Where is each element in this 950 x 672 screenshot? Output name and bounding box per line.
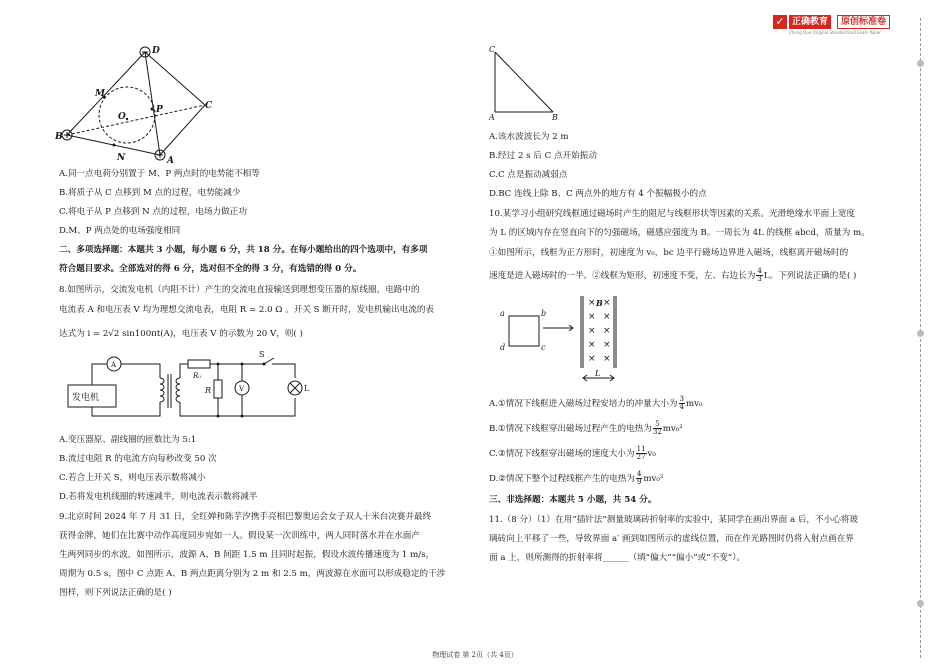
switch-label: S bbox=[259, 350, 265, 359]
binding-hole bbox=[917, 60, 924, 67]
q11-line3: 面 a 上，则所测得的折射率将______（填“偏大”“偏小”或“不变”）。 bbox=[489, 553, 746, 563]
ammeter-label: A bbox=[111, 361, 117, 369]
check-icon: ✓ bbox=[773, 15, 787, 29]
q7-option-b: B.将质子从 C 点移到 M 点的过程，电势能减少 bbox=[59, 188, 241, 198]
q10-option-b: B.①情况下线框穿出磁场过程产生的电热为 $\frac{5}{32}$ mv₀² bbox=[489, 420, 683, 436]
svg-text:×: × bbox=[588, 312, 596, 322]
label-field-b: B bbox=[596, 298, 603, 308]
q10-line4 bbox=[489, 268, 856, 283]
svg-text:×: × bbox=[603, 298, 611, 308]
transformer-circuit bbox=[60, 350, 310, 425]
q10-line4-b: L。下列说法正确的是( ) bbox=[763, 271, 857, 281]
q9-line5: 图样，则下列说法正确的是( ) bbox=[59, 588, 172, 598]
q9-line4: 周期为 0.5 s，图中 C 点距 A、B 两点距离分别为 2 m 和 2.5 m，两波源在水面可以形成稳定的干涉 bbox=[59, 569, 446, 579]
label-b: B bbox=[55, 132, 63, 142]
brand-tag: 原创标准卷 bbox=[837, 15, 890, 29]
q10-option-d: D.②情况下整个过程线框产生的电热为 $\frac{4}{9}$ mv₀² bbox=[489, 470, 664, 486]
q9-option-c: C.C 点是振动减弱点 bbox=[489, 170, 568, 180]
r-label: R bbox=[205, 386, 212, 395]
q10-option-a: A.①情况下线框进入磁场过程安培力的冲量大小为 $\frac{3}{4}$ mv₀ bbox=[489, 395, 703, 411]
label-a: A bbox=[167, 156, 174, 166]
q8-option-a: A.变压器原、副线圈的匝数比为 5:1 bbox=[59, 435, 197, 445]
label-a: a bbox=[500, 309, 505, 318]
q7-option-d: D.M、P 两点处的电场强度相同 bbox=[59, 226, 181, 236]
q8-line1: 8.如图所示，交流发电机（内阻不计）产生的交流电直接输送到理想变压器的原线圈，电路中的 bbox=[59, 285, 420, 295]
brand-logo bbox=[773, 14, 895, 36]
label-p: P bbox=[156, 105, 163, 115]
q9-option-d: D.BC 连线上除 B、C 两点外的地方有 4 个振幅极小的点 bbox=[489, 189, 707, 199]
svg-text:×: × bbox=[603, 326, 611, 336]
brand-subtitle: Zheng Que Original Standardized Exam Paper bbox=[789, 30, 881, 35]
fraction: $\frac{4}{3}$ bbox=[757, 267, 762, 283]
magnetic-field-figure bbox=[495, 288, 645, 388]
generator-label: 发电机 bbox=[72, 393, 100, 403]
label-d: d bbox=[500, 343, 506, 352]
svg-text:×: × bbox=[588, 340, 596, 350]
binding-hole bbox=[917, 600, 924, 607]
label-a: A bbox=[489, 113, 495, 122]
tetrahedron-figure bbox=[55, 42, 225, 166]
section2-line2: 符合题目要求。全部选对的得 6 分，选对但不全的得 3 分，有选错的得 0 分。 bbox=[59, 264, 362, 274]
q10-line3: ①如图所示，线框为正方形时，初速度为 v₀，bc 边平行磁场边界进入磁场，线框离开磁场时的 bbox=[489, 248, 849, 258]
q11-line1: 11.（8 分）（1）在用“插针法”测量玻璃砖折射率的实验中，某同学在画出界面 a 后，不小心将玻 bbox=[489, 515, 858, 525]
q9-option-a: A.该水波波长为 2 m bbox=[489, 132, 569, 142]
q10-line2: 为 L 的区域内存在竖直向下的匀强磁场，磁感应强度为 B。一周长为 4L 的线框 abcd，质量为 m。 bbox=[489, 228, 870, 238]
label-m: M bbox=[95, 89, 105, 99]
point-p bbox=[151, 108, 154, 111]
svg-text:×: × bbox=[603, 340, 611, 350]
binding-line bbox=[920, 18, 921, 658]
r0-label: R₀ bbox=[193, 372, 202, 380]
svg-text:×: × bbox=[603, 312, 611, 322]
brand-name: 正确教育 bbox=[789, 15, 831, 29]
svg-text:×: × bbox=[588, 354, 596, 364]
label-c: C bbox=[489, 45, 496, 54]
voltmeter-label: V bbox=[239, 385, 245, 393]
q10-line1: 10.某学习小组研究线框通过磁场时产生的阻尼与线框形状等因素的关系。光滑绝缘水平面上宽度 bbox=[489, 209, 856, 219]
label-d: D bbox=[152, 46, 160, 56]
svg-text:×: × bbox=[588, 298, 596, 308]
q8-line2: 电流表 A 和电压表 V 均为理想交流电表，电阻 R = 2.0 Ω 。开关 S 断开时，发电机输出电流的表 bbox=[59, 305, 435, 315]
q9-line2: 获得金牌，她们在比赛中动作高度同步宛如一人。假设某一次训练中，两人同时落水并在水面产 bbox=[59, 531, 420, 541]
point-o bbox=[126, 118, 128, 120]
q11-line2: 璃砖向上平移了一些，导致界面 a′ 画到如图所示的虚线位置，而在作光路图时仍将入射点画在界 bbox=[489, 534, 854, 544]
label-b: B bbox=[552, 113, 558, 122]
label-width-l: L bbox=[595, 369, 601, 378]
svg-text:×: × bbox=[588, 326, 596, 336]
q10-line4-a: 速度是进入磁场时的一半。②线框为矩形，初速度不变，左、右边长为 bbox=[489, 271, 756, 281]
q9-option-b: B.经过 2 s 后 C 点开始振动 bbox=[489, 151, 597, 161]
label-o: O bbox=[118, 112, 126, 122]
q7-option-c: C.将电子从 P 点移到 N 点的过程，电场力做正功 bbox=[59, 207, 247, 217]
wave-triangle-figure bbox=[485, 42, 575, 124]
point-n bbox=[113, 144, 116, 147]
q7-option-a: A.同一点电荷分别置于 M、P 两点时的电势能不相等 bbox=[59, 169, 260, 179]
section3-title: 三、非选择题：本题共 5 小题，共 54 分。 bbox=[489, 495, 657, 505]
label-c: c bbox=[541, 343, 546, 352]
q9-line3: 生两列同步的水波，如图所示，波源 A、B 间距 1.5 m 且同时起振，假设水波传播速度为 1 m/s， bbox=[59, 550, 435, 560]
q8-option-b: B.流过电阻 R 的电流方向每秒改变 50 次 bbox=[59, 454, 217, 464]
lamp-label: L bbox=[304, 384, 310, 393]
binding-hole bbox=[917, 330, 924, 337]
q8-option-c: C.若合上开关 S，则电压表示数将减小 bbox=[59, 473, 206, 483]
section2-line1: 二、多项选择题：本题共 3 小题，每小题 6 分，共 18 分。在每小题给出的四个选项中，有多项 bbox=[59, 245, 428, 255]
q8-option-d: D.若将发电机线圈的转速减半，则电流表示数将减半 bbox=[59, 492, 258, 502]
q10-option-c: C.②情况下线框穿出磁场的速度大小为 $\frac{11}{27}$ v₀ bbox=[489, 445, 656, 461]
svg-text:×: × bbox=[603, 354, 611, 364]
q9-line1: 9.北京时间 2024 年 7 月 31 日，全红婵和陈芋汐携手亮相巴黎奥运会女子双人十米台决赛并最终 bbox=[59, 512, 432, 522]
label-c: C bbox=[205, 101, 213, 111]
label-n: N bbox=[117, 153, 126, 163]
page-footer: 物理试卷 第 2页（共 4页） bbox=[432, 651, 518, 659]
q8-line3: 达式为 i = 2√2 sin100πt(A)，电压表 V 的示数为 20 V，则( ) bbox=[59, 329, 303, 339]
label-b: b bbox=[541, 309, 547, 318]
